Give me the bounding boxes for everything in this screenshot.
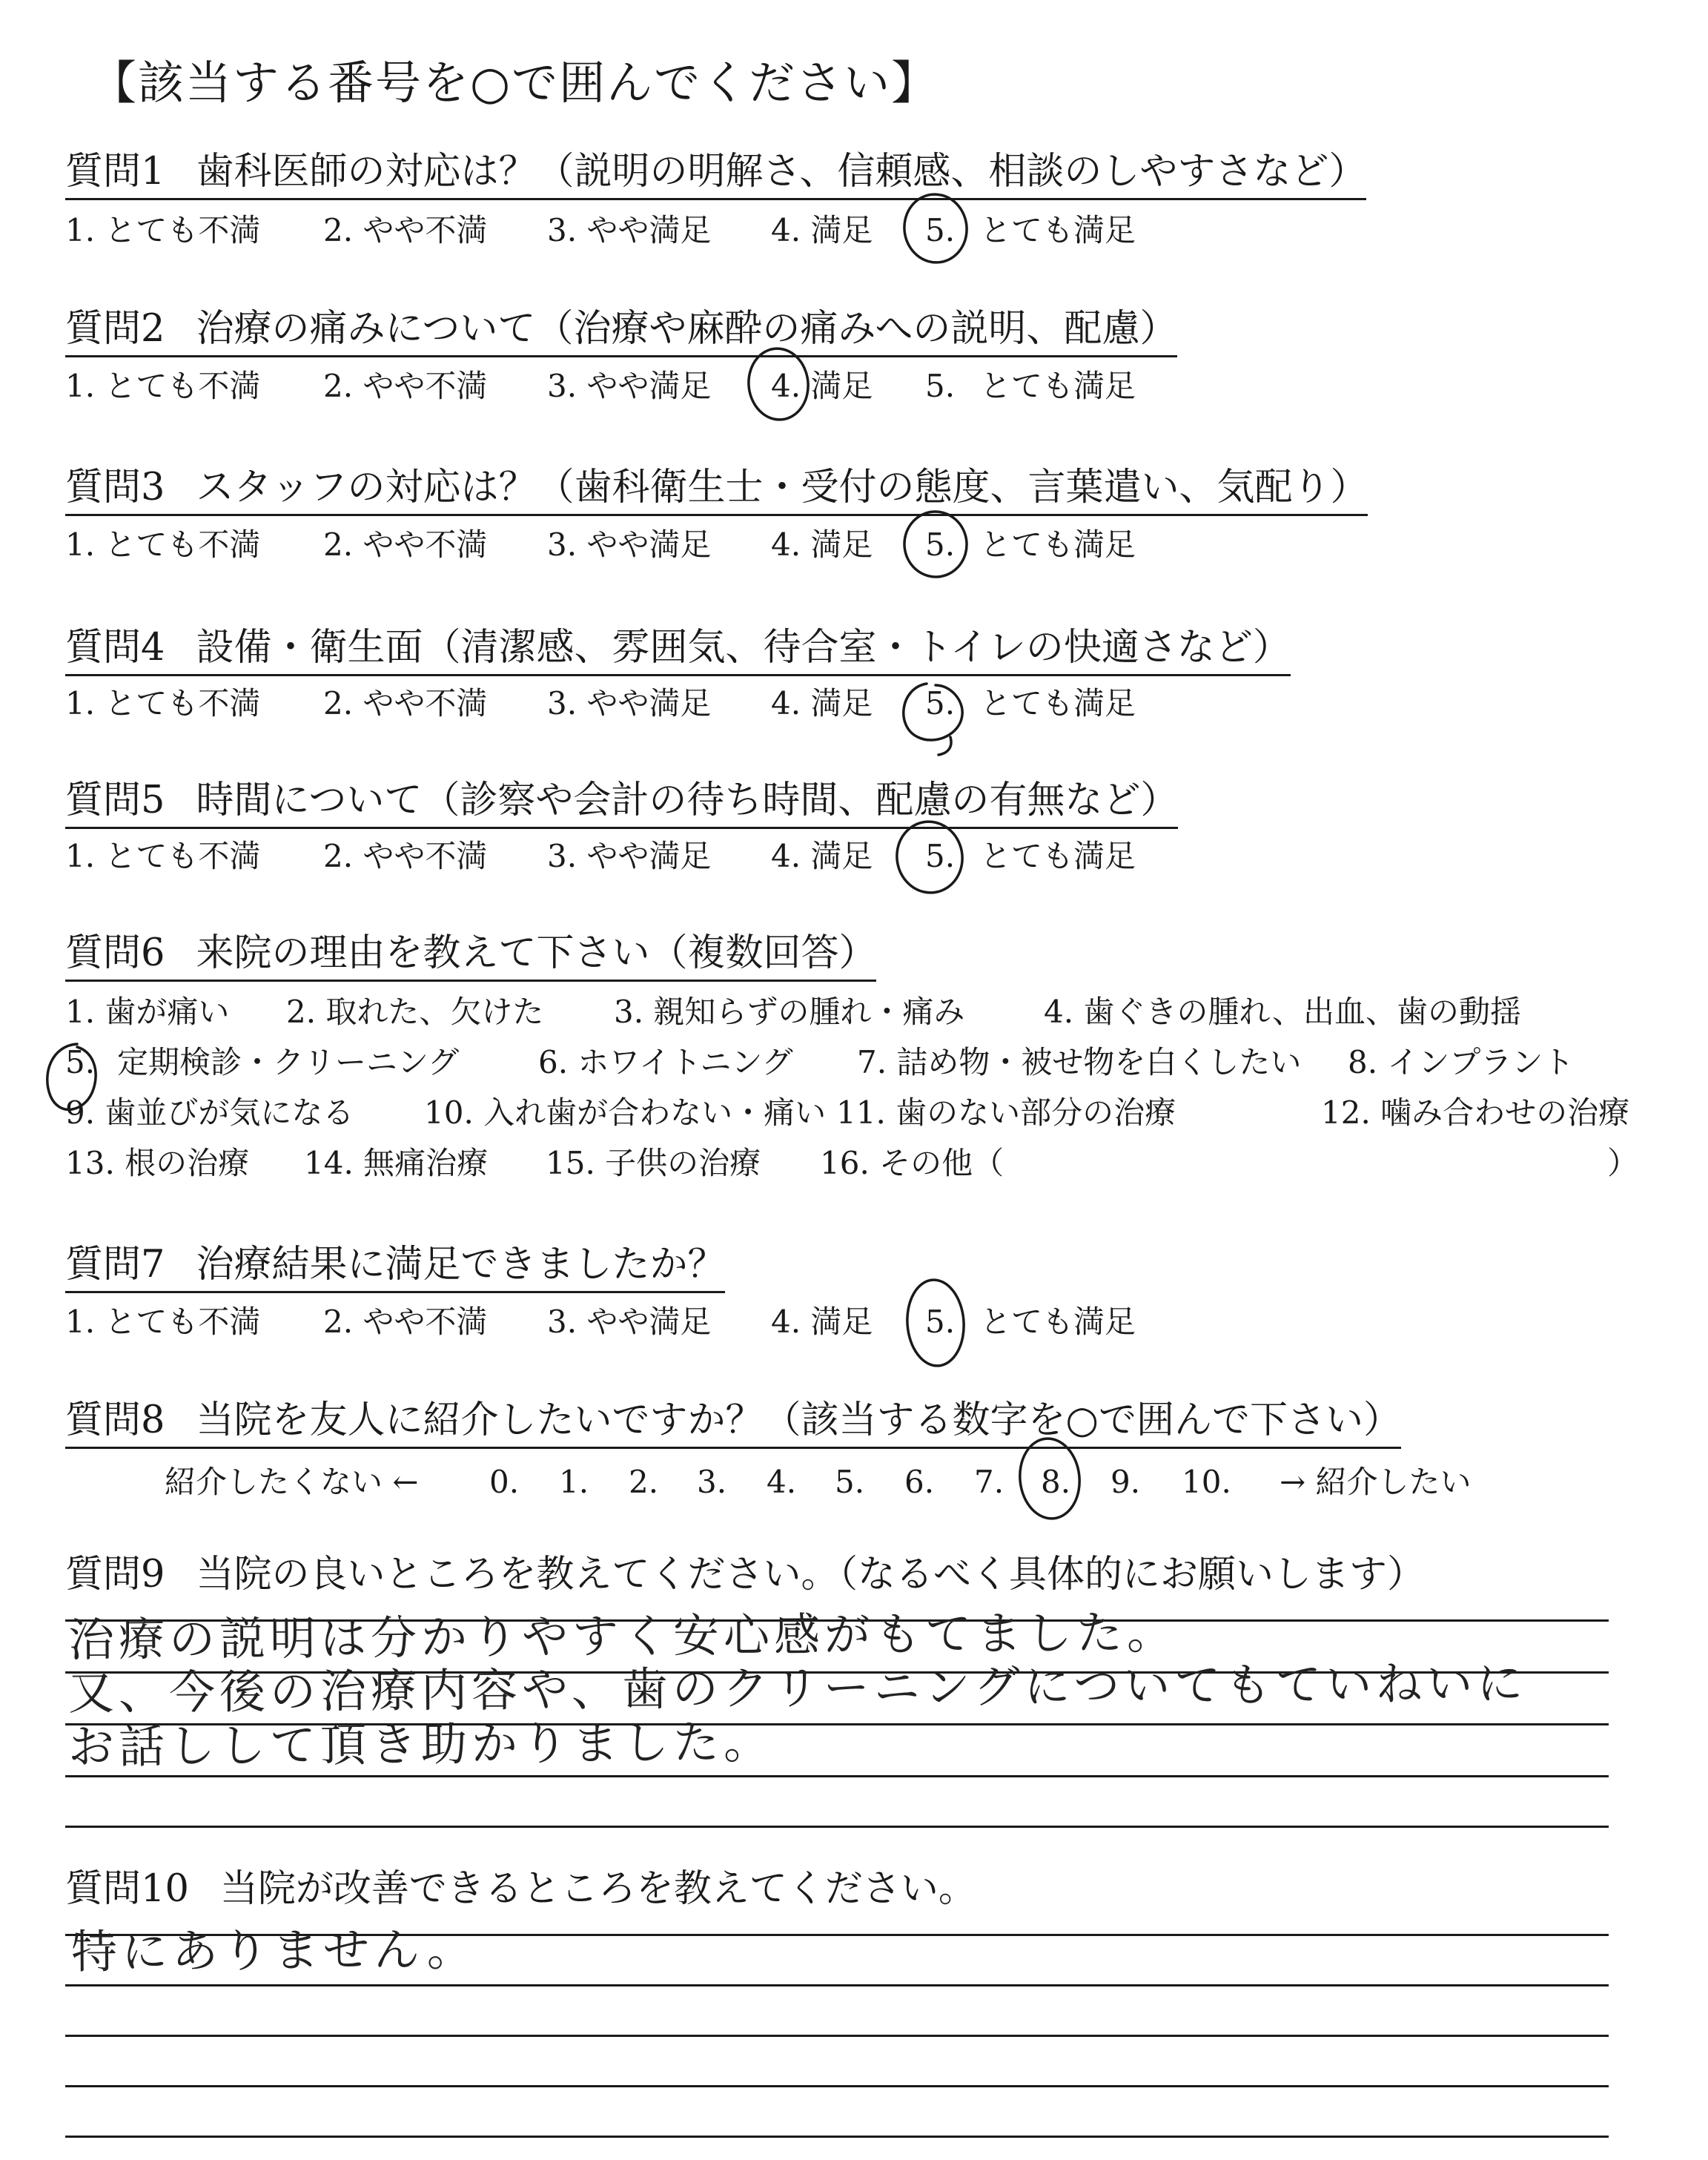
answer-line [65, 2035, 1609, 2037]
option-1: 1. とても不満 [65, 368, 261, 404]
option-5: 5. [925, 526, 956, 563]
scale-value: 3. [697, 1464, 727, 1500]
option-1: 1. とても不満 [65, 212, 261, 248]
question-number: 質問3 [65, 466, 165, 509]
option-5-label: とても満足 [980, 526, 1136, 563]
option-3: 3. やや満足 [547, 368, 712, 404]
option-4: 4. 満足 [771, 838, 873, 874]
selection-circle-q4-tail [939, 737, 951, 755]
question-8-heading [65, 1398, 1401, 1449]
question-text: 当院が改善できるところを教えてください。 [219, 1867, 976, 1911]
reason-item: 16. その他（ [820, 1145, 1004, 1181]
option-5-label: とても満足 [980, 212, 1136, 248]
question-3-heading [65, 466, 1368, 516]
question-text: 治療の痛みについて（治療や麻酔の痛みへの説明、配慮） [196, 307, 1178, 351]
option-5: 5. [925, 685, 956, 721]
answer-line [65, 1984, 1609, 1986]
option-3: 3. やや満足 [547, 526, 712, 563]
scale-value: 5. [835, 1464, 865, 1500]
option-2: 2. やや不満 [323, 368, 488, 404]
question-9-heading [65, 1553, 1425, 1601]
question-number: 質問6 [65, 931, 165, 975]
reason-item: 6. ホワイトニング [538, 1044, 793, 1080]
question-number: 質問10 [65, 1867, 189, 1911]
option-3: 3. やや満足 [547, 212, 712, 248]
answer-line [65, 1826, 1609, 1828]
question-number: 質問8 [65, 1398, 165, 1442]
reason-item: 4. 歯ぐきの腫れ、出血、歯の動揺 [1044, 994, 1521, 1030]
reason-item: 15. 子供の治療 [546, 1145, 761, 1181]
option-5-label: とても満足 [980, 685, 1136, 721]
answer-line [65, 2136, 1609, 2138]
reason-item: 5. [65, 1044, 96, 1080]
reason-item: 8. インプラント [1348, 1044, 1575, 1080]
reason-item: 11. 歯のない部分の治療 [836, 1094, 1176, 1131]
handwritten-answer-line: 治療の説明は分かりやすく安心感がもてました。 [67, 1605, 1178, 1668]
reason-item: 14. 無痛治療 [304, 1145, 489, 1181]
reason-item: 12. 噛み合わせの治療 [1321, 1094, 1630, 1131]
reason-item: 3. 親知らずの腫れ・痛み [614, 994, 965, 1030]
scale-value: 1. [559, 1464, 589, 1500]
question-text: 治療結果に満足できましたか？ [196, 1243, 726, 1287]
sheet-title: 【該当する番号を○で囲んでください】 [90, 56, 939, 110]
option-2: 2. やや不満 [323, 526, 488, 563]
option-4: 4. 満足 [771, 685, 873, 721]
scale-value: 8. [1041, 1464, 1071, 1500]
reason-item: 10. 入れ歯が合わない・痛い [424, 1094, 827, 1131]
scale-value: 7. [974, 1464, 1004, 1500]
question-text: 当院を友人に紹介したいですか？（該当する数字を○で囲んで下さい） [196, 1398, 1401, 1442]
option-5-label: とても満足 [980, 1304, 1136, 1340]
question-7-heading [65, 1243, 726, 1293]
option-2: 2. やや不満 [323, 838, 488, 874]
question-2-heading [65, 307, 1178, 357]
option-2: 2. やや不満 [323, 685, 488, 721]
reason-item: 1. 歯が痛い [65, 994, 230, 1030]
answer-line [65, 1775, 1609, 1777]
question-text: 歯科医師の対応は？（説明の明解さ、信頼感、相談のしやすさなど） [196, 150, 1367, 194]
option-5: 5. [925, 368, 956, 404]
question-number: 質問2 [65, 307, 165, 351]
scale-right-label: → 紹介したい [1280, 1464, 1472, 1500]
question-4-heading [65, 626, 1291, 676]
option-1: 1. とても不満 [65, 838, 261, 874]
question-number: 質問7 [65, 1243, 165, 1287]
handwritten-answer-line: 又、今後の治療内容や、歯のクリーニングについてもていねいに [67, 1656, 1528, 1720]
option-3: 3. やや満足 [547, 685, 712, 721]
scale-value: 6. [904, 1464, 935, 1500]
reason-item: 2. 取れた、欠けた [286, 994, 544, 1030]
option-5-label: とても満足 [980, 838, 1136, 874]
question-1-heading [65, 150, 1367, 200]
reason-item: 7. 詰め物・被せ物を白くしたい [857, 1044, 1302, 1080]
handwritten-answer-line: 特にありません。 [70, 1922, 477, 1979]
question-5-heading [65, 779, 1179, 829]
option-3: 3. やや満足 [547, 1304, 712, 1340]
question-number: 質問5 [65, 779, 165, 822]
option-5: 5. [925, 1304, 956, 1340]
question-text: 時間について（診察や会計の待ち時間、配慮の有無など） [196, 779, 1179, 822]
question-number: 質問4 [65, 626, 165, 670]
scale-value: 0. [489, 1464, 520, 1500]
scale-value: 4. [767, 1464, 797, 1500]
option-4: 4. 満足 [771, 212, 873, 248]
option-3: 3. やや満足 [547, 838, 712, 874]
question-text: 設備・衛生面（清潔感、雰囲気、待合室・トイレの快適さなど） [196, 626, 1291, 670]
question-number: 質問1 [65, 150, 165, 194]
scale-value: 10. [1182, 1464, 1231, 1500]
option-1: 1. とても不満 [65, 1304, 261, 1340]
option-5-label: とても満足 [980, 368, 1136, 404]
question-text: スタッフの対応は？（歯科衛生士・受付の態度、言葉遣い、気配り） [196, 466, 1368, 509]
question-6-heading [65, 931, 877, 982]
question-10-heading [65, 1867, 976, 1915]
option-2: 2. やや不満 [323, 212, 488, 248]
reason-item: ） [1607, 1145, 1639, 1181]
option-5: 5. [925, 838, 956, 874]
reason-item: 定期検診・クリーニング [117, 1044, 460, 1080]
option-2: 2. やや不満 [323, 1304, 488, 1340]
scale-left-label: 紹介したくない ← [165, 1464, 419, 1500]
scale-value: 2. [629, 1464, 659, 1500]
option-1: 1. とても不満 [65, 685, 261, 721]
option-1: 1. とても不満 [65, 526, 261, 563]
handwritten-answer-line: お話しして頂き助かりました。 [67, 1714, 775, 1774]
option-4: 4. 満足 [771, 1304, 873, 1340]
reason-item: 9. 歯並びが気になる [65, 1094, 354, 1131]
question-number: 質問9 [65, 1553, 165, 1596]
question-text: 来院の理由を教えて下さい（複数回答） [196, 931, 877, 975]
answer-line [65, 2085, 1609, 2087]
option-5: 5. [925, 212, 956, 248]
reason-item: 13. 根の治療 [65, 1145, 250, 1181]
option-4: 4. 満足 [771, 526, 873, 563]
question-text: 当院の良いところを教えてください。（なるべく具体的にお願いします） [196, 1553, 1425, 1596]
option-4: 4. 満足 [771, 368, 873, 404]
scale-value: 9. [1110, 1464, 1141, 1500]
